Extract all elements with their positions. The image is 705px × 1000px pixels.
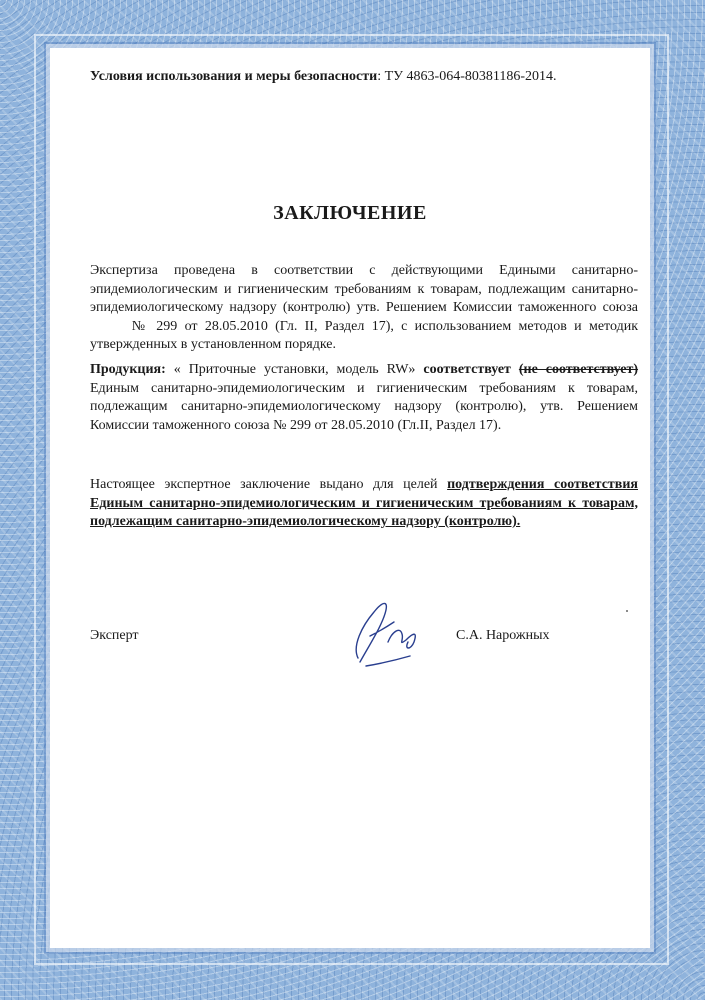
purpose-text: подтверждения соответствия Единым санитарно-эпидемиологическим и гигиеническим требованиям к товарам, подлежащим санитарно-эпидемиологическому надзору (контролю). [90, 477, 639, 529]
signature-icon [348, 596, 426, 670]
usage-conditions-label: Условия использования и меры безопасности [90, 69, 378, 84]
purpose-paragraph [90, 476, 638, 532]
usage-conditions [90, 68, 630, 86]
product-requirements: Единым санитарно-эпидемиологическим и гигиеническим требованиям к товарам, подлежащим санитарно-эпидемиологическому надзору (контролю), утв. Решением Комиссии таможенного союза № 299 от 28.05.2010 (Гл.II, Раздел 17). [90, 380, 638, 433]
product-verdict-struck: (не соответствует) [518, 362, 639, 377]
product-name: « Приточные установки, модель RW» [165, 362, 424, 377]
purpose-intro: Настоящее экспертное заключение выдано для целей [90, 477, 448, 492]
expertise-paragraph [90, 262, 638, 355]
product-label: Продукция: [90, 362, 166, 377]
speck [626, 610, 628, 612]
product-verdict: соответствует [423, 362, 511, 377]
usage-conditions-value: : ТУ 4863-064-80381186-2014. [377, 69, 557, 84]
product-paragraph [90, 361, 638, 435]
document-title: ЗАКЛЮЧЕНИЕ [273, 202, 427, 224]
expertise-text-part2: № 299 от 28.05.2010 (Гл. II, Раздел 17), с использованием методов и методик утвержденных в установленном порядке. [90, 318, 638, 352]
expert-label: Эксперт [90, 628, 139, 643]
expertise-text-part1: Экспертиза проведена в соответствии с действующими Едиными санитарно-эпидемиологическим и гигиеническим требованиям к товарам, подлежащим санитарно-эпидемиологическому надзору (контролю) утв. Решением Комиссии таможенного союза [90, 263, 638, 315]
expert-name: С.А. Нарожных [456, 628, 550, 643]
document-body [50, 48, 650, 948]
